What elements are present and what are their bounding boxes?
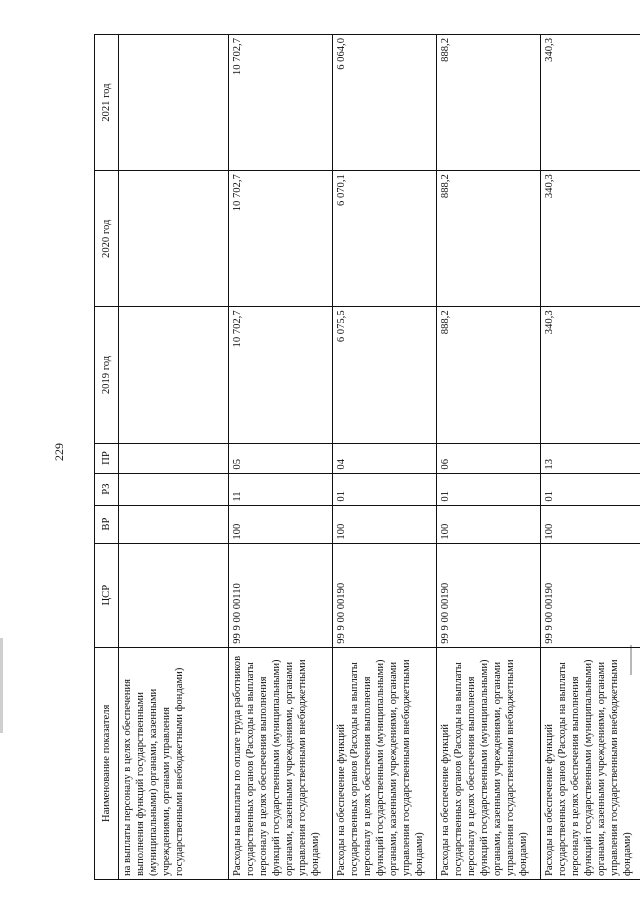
cell-rz: 01 — [333, 473, 437, 505]
cell-csr: 99 9 00 00110 — [229, 543, 333, 647]
cell-pr — [119, 443, 229, 473]
table-header-row — [95, 35, 119, 880]
cell-csr — [119, 543, 229, 647]
table-row — [541, 35, 640, 880]
rotated-table-container — [94, 34, 633, 880]
cell-name: Расходы на обеспечение функций государственных органов (Расходы на выплаты персоналу в целях обеспечения выполнения функций государственными (муниципальными) органами, казенными учреждениями, органами управления государственными внебюджетными фондами) — [541, 647, 640, 879]
cell-pr: 13 — [541, 443, 640, 473]
cell-2019: 10 702,7 — [229, 307, 333, 443]
page-number: 229 — [52, 443, 66, 461]
header-rz: РЗ — [95, 473, 119, 505]
cell-2019 — [119, 307, 229, 443]
header-csr: ЦСР — [95, 543, 119, 647]
cell-name: Расходы на обеспечение функций государственных органов (Расходы на выплаты персоналу в целях обеспечения выполнения функций государственными (муниципальными) органами, казенными учреждениями, органами управления государственными внебюджетными фондами) — [437, 647, 541, 879]
cell-rz: 01 — [437, 473, 541, 505]
cell-2019: 6 075,5 — [333, 307, 437, 443]
cell-csr: 99 9 00 00190 — [437, 543, 541, 647]
cell-rz: 11 — [229, 473, 333, 505]
cell-2020: 340,3 — [541, 171, 640, 307]
header-2021: 2021 год — [95, 35, 119, 171]
table-row — [119, 35, 229, 880]
cell-2021 — [119, 35, 229, 171]
cell-vr — [119, 505, 229, 543]
scan-edge-mark — [0, 638, 3, 733]
cell-pr: 04 — [333, 443, 437, 473]
cell-2020: 888,2 — [437, 171, 541, 307]
header-2020: 2020 год — [95, 171, 119, 307]
cell-2021: 340,3 — [541, 35, 640, 171]
cell-2021: 10 702,7 — [229, 35, 333, 171]
header-pr: ПР — [95, 443, 119, 473]
cell-name: Расходы на выплаты по оплате труда работников государственных органов (Расходы на выплаты персоналу в целях обеспечения выполнения функций государственными (муниципальными) органами, казенными учреждениями, органами управления государственными внебюджетными фондами) — [229, 647, 333, 879]
table-row — [229, 35, 333, 880]
cell-rz — [119, 473, 229, 505]
cell-vr: 100 — [229, 505, 333, 543]
cell-rz: 01 — [541, 473, 640, 505]
cell-pr: 06 — [437, 443, 541, 473]
cell-name: Расходы на обеспечение функций государственных органов (Расходы на выплаты персоналу в целях обеспечения выполнения функций государственными (муниципальными) органами, казенными учреждениями, органами управления государственными внебюджетными фондами) — [333, 647, 437, 879]
cell-pr: 05 — [229, 443, 333, 473]
cell-vr: 100 — [333, 505, 437, 543]
cell-2021: 6 064,0 — [333, 35, 437, 171]
cell-2019: 888,2 — [437, 307, 541, 443]
cell-name: на выплаты персоналу в целях обеспечения выполнения функций государственными (муниципальными) органами, казенными учреждениями, органами управления государственными внебюджетными фондами) — [119, 647, 229, 879]
cell-vr: 100 — [541, 505, 640, 543]
cell-csr: 99 9 00 00190 — [541, 543, 640, 647]
header-vr: ВР — [95, 505, 119, 543]
cell-2020: 10 702,7 — [229, 171, 333, 307]
budget-table — [94, 34, 640, 880]
cell-2019: 340,3 — [541, 307, 640, 443]
table-row — [437, 35, 541, 880]
table-row — [333, 35, 437, 880]
header-2019: 2019 год — [95, 307, 119, 443]
cell-2021: 888,2 — [437, 35, 541, 171]
cell-csr: 99 9 00 00190 — [333, 543, 437, 647]
cell-2020 — [119, 171, 229, 307]
cell-2020: 6 070,1 — [333, 171, 437, 307]
header-name: Наименование показателя — [95, 647, 119, 879]
cell-vr: 100 — [437, 505, 541, 543]
